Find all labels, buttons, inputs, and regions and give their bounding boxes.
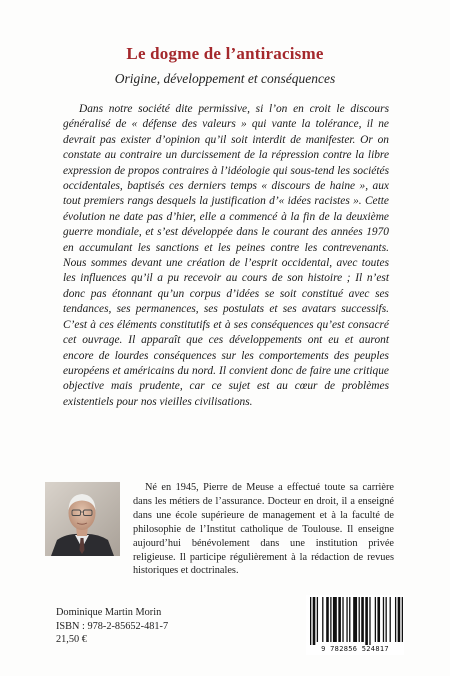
author-photo — [45, 482, 120, 556]
author-bio: Né en 1945, Pierre de Meuse a effectué toute sa carrière dans les métiers de l’assurance. Docteur en droit, il a enseigné dans une école supérieure de management et à la faculté de philosophie de l’Institut catholique de Toulouse. Il enseigne aujourd’hui bénévolement dans une institution privée religieuse. Il participe régulièrement à la rédaction de revues historiques et doctrinales. — [133, 482, 394, 577]
isbn-barcode — [306, 595, 404, 655]
author-portrait-icon — [45, 482, 120, 556]
book-blurb: Dans notre société dite permissive, si l’on en croit le discours généralisé de « défense des valeurs » qui vante la tolérance, il ne devrait pas exister d’opinion qu’il soit interdit de manifester. Or on constate au contraire un durcissement de la répression contre la libre expression de propos contraires à l’idéologie qui sous-tend les sociétés occidentales, baptisés ces derniers temps « discours de haine », aux tout premiers rangs desquels la justification d’« idées racistes ». Cette évolution ne date pas d’hier, elle a commencé à la fin de la deuxième guerre mondiale, et s’est développée dans le courant des années 1970 en accumulant les sanctions et les peines contre les contrevenants. Nous sommes devant une création de l’esprit occidental, avec toutes les influences qu’il a pu recevoir au cours de son histoire ; Il n’est donc pas étonnant qu’un corpus d’idées se soit constitué avec ses tendances, ses permanences, ses postulats et ses avatars successifs. C’est à ces éléments constitutifs et à ses conséquences qu’est consacré cet ouvrage. Il apparaît que ces développements ont eu et auront encore de lourdes conséquences sur les comportements des peuples européens et américains du nord. Il convient donc de faire une critique objective mais prudente, car ce sujet est au cœur de problèmes existentiels pour nos vieilles civilisations. — [63, 103, 389, 408]
barcode-icon — [306, 595, 404, 645]
price: 21,50 € — [56, 634, 87, 646]
isbn: ISBN : 978-2-85652-481-7 — [56, 620, 169, 632]
book-title: Le dogme de l’antiracisme — [126, 44, 324, 63]
publisher-info — [56, 606, 168, 647]
book-subtitle: Origine, développement et conséquences — [114, 71, 336, 86]
barcode-digits: 9 782856 524817 — [321, 645, 389, 653]
publisher-name: Dominique Martin Morin — [56, 607, 162, 618]
